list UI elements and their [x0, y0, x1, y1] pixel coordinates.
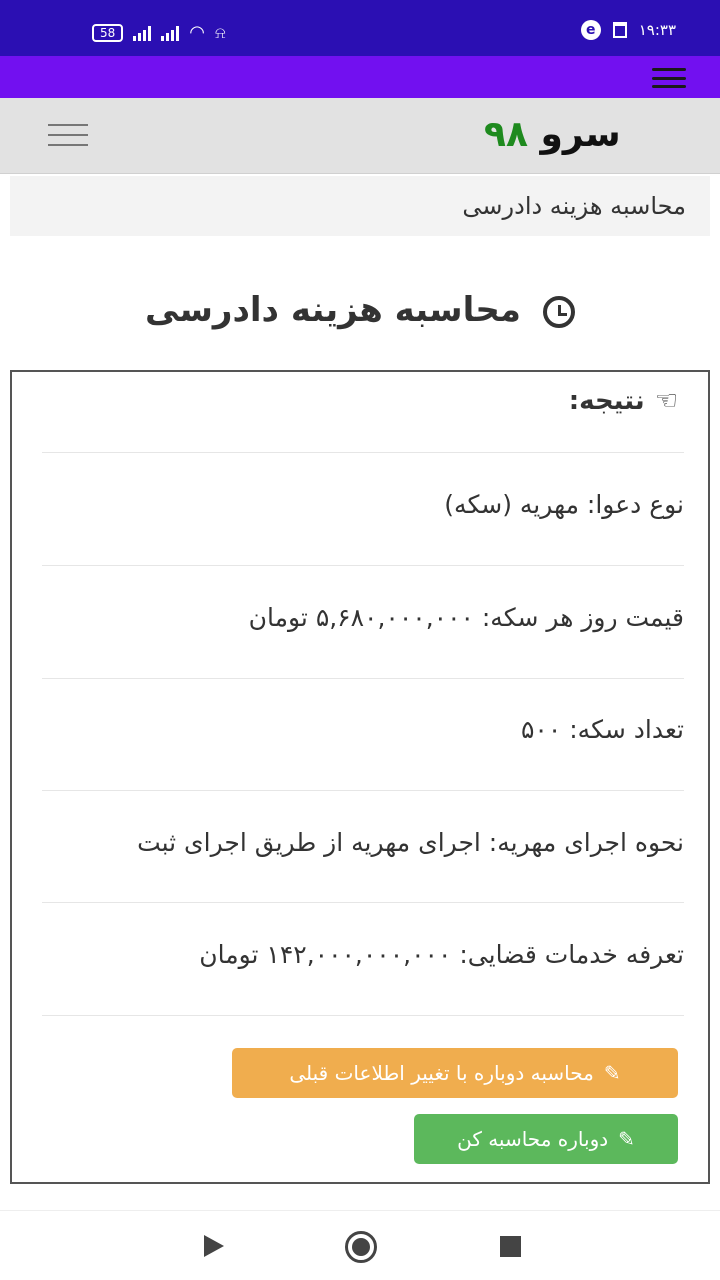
system-nav-bar	[0, 1210, 720, 1280]
pencil-icon: ✎	[618, 1127, 635, 1151]
result-row-case-type: نوع دعوا: مهریه (سکه)	[444, 490, 684, 519]
recalculate-with-changes-label: محاسبه دوباره با تغییر اطلاعات قبلی	[289, 1061, 594, 1085]
recalculate-button[interactable]	[414, 1114, 678, 1164]
status-left	[92, 22, 226, 43]
status-bar	[0, 0, 720, 56]
divider	[42, 452, 684, 453]
page-title-text: محاسبه هزینه دادرسی	[145, 290, 521, 330]
breadcrumb: محاسبه هزینه دادرسی	[10, 176, 710, 236]
result-row-court-fee: تعرفه خدمات قضایی: ۱۴۲,۰۰۰,۰۰۰,۰۰۰ تومان	[199, 940, 684, 969]
site-header	[0, 98, 720, 174]
logo-number: ۹۸	[484, 114, 528, 155]
divider	[42, 565, 684, 566]
divider	[42, 1015, 684, 1016]
result-row-coin-price: قیمت روز هر سکه: ۵,۶۸۰,۰۰۰,۰۰۰ تومان	[248, 603, 684, 632]
page-title	[0, 290, 720, 330]
clock-icon	[543, 296, 575, 328]
pencil-icon: ✎	[603, 1061, 621, 1085]
app-notification-icon: e	[581, 20, 601, 40]
back-icon[interactable]	[204, 1235, 224, 1257]
status-time: ۱۹:۳۳	[638, 21, 676, 39]
home-icon[interactable]	[345, 1231, 377, 1263]
hamburger-menu-icon[interactable]	[652, 68, 686, 88]
logo-word: سرو	[540, 114, 621, 155]
result-row-coin-count: تعداد سکه: ۵۰۰	[521, 715, 684, 744]
recalculate-with-changes-button[interactable]	[232, 1048, 678, 1098]
battery-icon: 58	[92, 24, 123, 42]
result-heading	[569, 386, 678, 416]
status-right	[581, 20, 676, 40]
trash-icon	[613, 22, 627, 38]
mute-icon: ⍾	[215, 22, 226, 42]
site-logo[interactable]	[484, 114, 621, 155]
divider	[42, 902, 684, 903]
result-panel	[10, 370, 710, 1184]
signal-icon	[133, 25, 151, 41]
signal-icon	[161, 25, 179, 41]
hand-pointing-icon: ☜	[654, 386, 678, 416]
divider	[42, 790, 684, 791]
wifi-icon: ◠	[189, 22, 205, 43]
result-heading-text: نتیجه:	[568, 386, 645, 416]
recalculate-label: دوباره محاسبه کن	[457, 1127, 609, 1151]
app-bar	[0, 56, 720, 98]
site-menu-icon[interactable]	[48, 124, 88, 146]
result-row-execution-method: نحوه اجرای مهریه: اجرای مهریه از طریق اجرای ثبت	[137, 828, 684, 857]
recent-apps-icon[interactable]	[500, 1236, 521, 1257]
divider	[42, 678, 684, 679]
